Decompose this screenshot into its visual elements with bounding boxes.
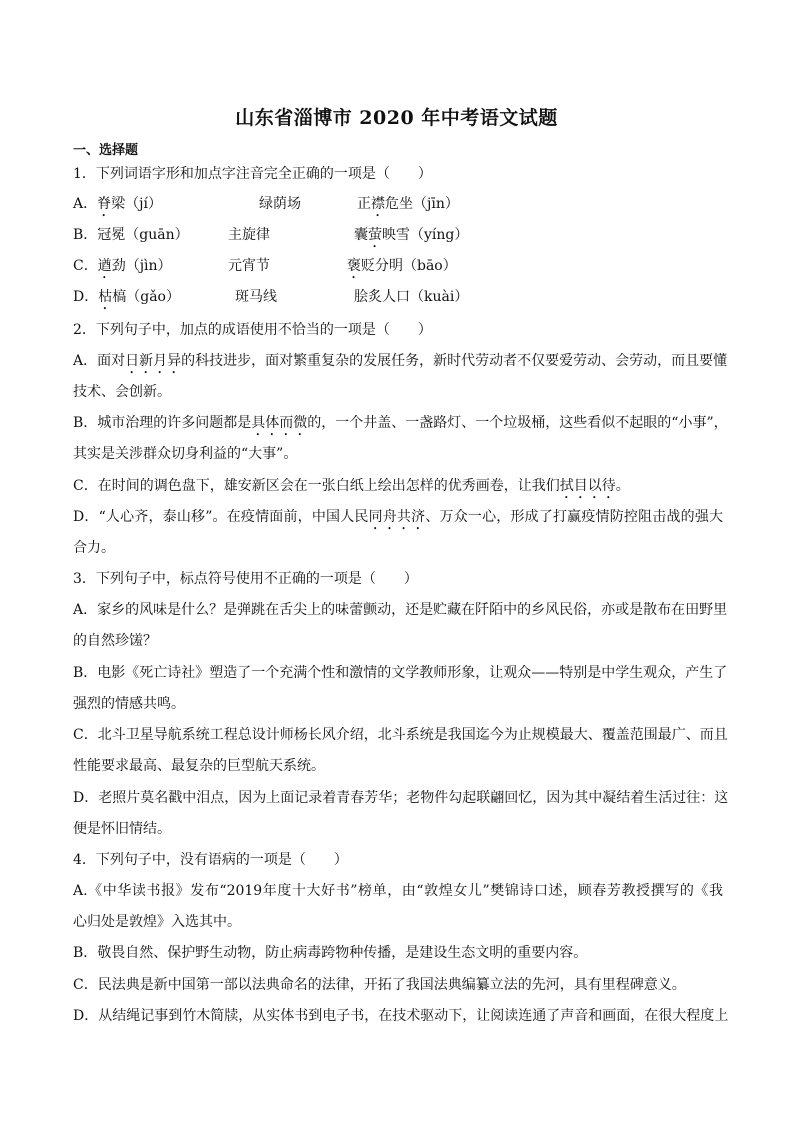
q3-option-b: B．电影《死亡诗社》塑造了一个充满个性和激情的文学教师形象，让观众——特别是中学生观众，产生了 — [73, 665, 728, 681]
q2-option-a-cont: 技术、会创新。 — [73, 384, 171, 400]
q4-option-b: B．敬畏自然、保护野生动物，防止病毒跨物种传播，是建设生态文明的重要内容。 — [73, 945, 588, 961]
q2-stem: 2．下列句子中，加点的成语使用不恰当的一项是（ ） — [73, 322, 432, 338]
q4-option-c: C．民法典是新中国第一部以法典命名的法律，开拓了我国法典编纂立法的先河，具有里程碑意义。 — [73, 977, 686, 993]
q2-option-b: B．城市治理的许多问题都是具体而微的，一个井盖、一盏路灯、一个垃圾桶，这些看似不起眼的“小事”， — [73, 415, 728, 431]
q3-option-d: D．老照片莫名戳中泪点，因为上面记录着青春芳华；老物件勾起联翩回忆，因为其中凝结着生活过往：这 — [73, 790, 729, 806]
q4-option-a: A.《中华读书报》发布“2019年度十大好书”榜单，由“敦煌女儿”樊锦诗口述，顾春芳教授撰写的《我 — [73, 883, 723, 899]
exam-page: 山东省淄博市 2020 年中考语文试题 一、选择题 1．下列词语字形和加点字注音完全正确的一项是（ ） A．脊梁（jí） 绿荫场 正襟危坐（jīn） B．冠冕（guān） 主旋律 囊萤映雪（yíng） C．遒劲（jìn） 元宵节 褒贬分明（bāo） D．枯槁（gǎo） 斑马线 脍炙人口（kuài） 2．下列句子中，加点的成语使用不恰当的一项是（ ） A．面对日新月异的科技进步，面对繁重复杂的发展任务，新时代劳动者不仅要爱劳动、会劳动，而且要懂 技术、会创新。 B．城市治理的许多问题都是具体而微的，一个井盖、一盏路灯、一个垃圾桶，这些看似不起眼的“小事”， 其实是关涉群众切身利益的“大事”。 C．在时间的调色盘下，雄安新区会在一张白纸上绘出怎样的优秀画卷，让我们拭目以待。 D．“人心齐，泰山移”。在疫情面前，中国人民同舟共济、万众一心，形成了打赢疫情防控阻击战的强大 合力。 3．下列句子中，标点符号使用不正确的一项是（ ） A．家乡的风味是什么？是弹跳在舌尖上的味蕾颤动，还是贮藏在阡陌中的乡风民俗，亦或是散布在田野里 的自然珍馐？ B．电影《死亡诗社》塑造了一个充满个性和激情的文学教师形象，让观众——特别是中学生观众，产生了 强烈的情感共鸣。 C．北斗卫星导航系统工程总设计师杨长风介绍，北斗系统是我国迄今为止规模最大、覆盖范围最广、而且 性能要求最高、最复杂的巨型航天系统。 D．老照片莫名戳中泪点，因为上面记录着青春芳华；老物件勾起联翩回忆，因为其中凝结着生活过往：这 便是怀旧情结。 4．下列句子中，没有语病的一项是（ ） A.《中华读书报》发布“2019年度十大好书”榜单，由“敦煌女儿”樊锦诗口述，顾春芳教授撰写的《我 心归处是敦煌》入选其中。 B．敬畏自然、保护野生动物，防止病毒跨物种传播，是建设生态文明的重要内容。 C．民法典是新中国第一部以法典命名的法律，开拓了我国法典编纂立法的先河，具有里程碑意义。 D．从结绳记事到竹木简牍，从实体书到电子书，在技术驱动下，让阅读连通了声音和画面，在很大程度上 — [0, 0, 793, 1122]
q2-option-d-cont: 合力。 — [73, 540, 115, 556]
q3-option-a: A．家乡的风味是什么？是弹跳在舌尖上的味蕾颤动，还是贮藏在阡陌中的乡风民俗，亦或是散布在田野里 — [73, 602, 728, 618]
q2-option-a: A．面对日新月异的科技进步，面对繁重复杂的发展任务，新时代劳动者不仅要爱劳动、会劳动，而且要懂 — [73, 353, 728, 369]
q4-option-d: D．从结绳记事到竹木简牍，从实体书到电子书，在技术驱动下，让阅读连通了声音和画面，在很大程度上 — [73, 1008, 729, 1024]
q3-option-d-cont: 便是怀旧情结。 — [73, 821, 171, 837]
q2-option-d: D．“人心齐，泰山移”。在疫情面前，中国人民同舟共济、万众一心，形成了打赢疫情防控阻击战的强大 — [73, 509, 724, 525]
page-title: 山东省淄博市 2020 年中考语文试题 — [235, 107, 558, 129]
q1-stem: 1．下列词语字形和加点字注音完全正确的一项是（ ） — [73, 166, 432, 182]
q4-option-a-cont: 心归处是敦煌》入选其中。 — [73, 914, 241, 930]
q3-option-c: C．北斗卫星导航系统工程总设计师杨长风介绍，北斗系统是我国迄今为止规模最大、覆盖范围最广、而且 — [73, 727, 728, 743]
section-heading: 一、选择题 — [73, 143, 139, 158]
q3-option-c-cont: 性能要求最高、最复杂的巨型航天系统。 — [73, 758, 325, 774]
q2-option-c: C．在时间的调色盘下，雄安新区会在一张白纸上绘出怎样的优秀画卷，让我们拭目以待。 — [73, 478, 630, 494]
q3-option-a-cont: 的自然珍馐？ — [73, 633, 157, 649]
q4-stem: 4．下列句子中，没有语病的一项是（ ） — [73, 852, 348, 868]
q3-stem: 3．下列句子中，标点符号使用不正确的一项是（ ） — [73, 571, 418, 587]
q2-option-b-cont: 其实是关涉群众切身利益的“大事”。 — [73, 446, 298, 462]
q3-option-b-cont: 强烈的情感共鸣。 — [73, 696, 185, 712]
